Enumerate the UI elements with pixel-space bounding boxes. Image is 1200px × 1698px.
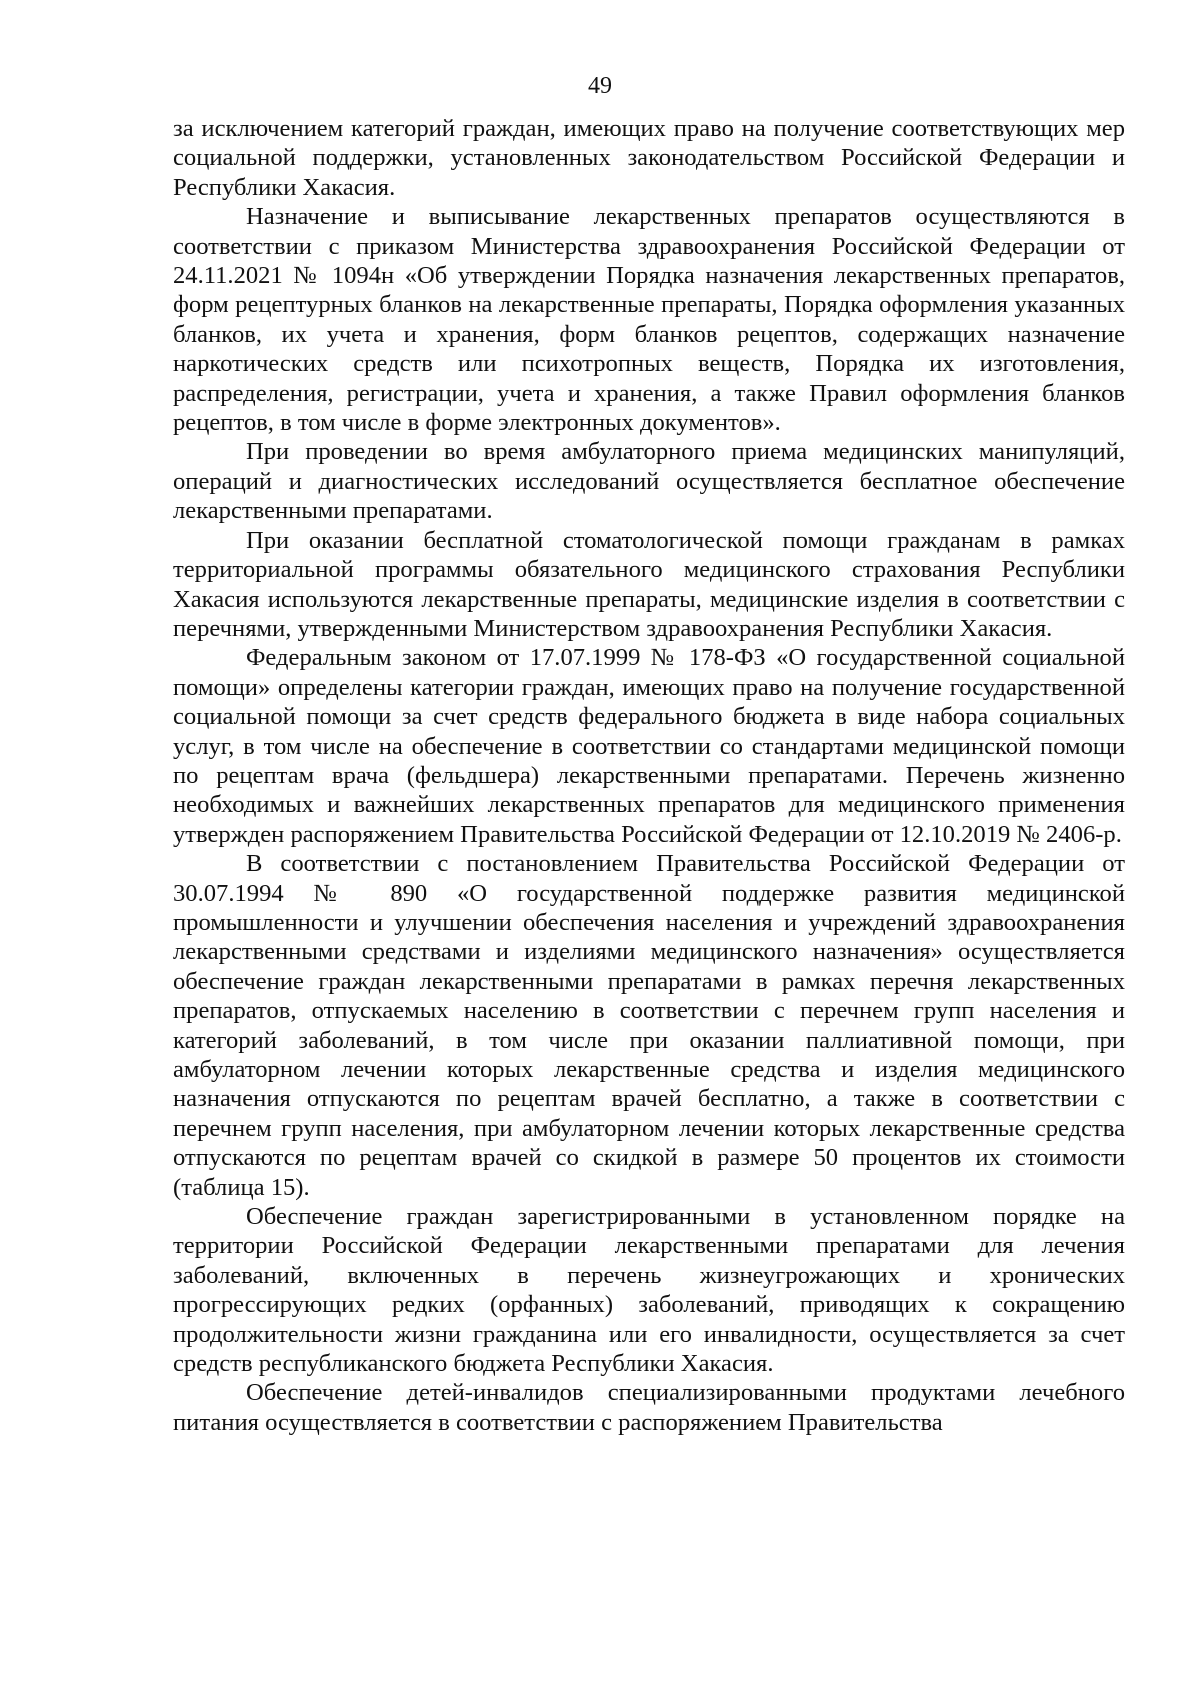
paragraph-outpatient-procedures: При проведении во время амбулаторного приема медицинских манипуляций, операций и диагностических исследований осуществляется бесплатное обеспечение лекарственными препаратами. bbox=[173, 438, 1125, 525]
paragraph-federal-law: Федеральным законом от 17.07.1999 № 178-ФЗ «О государственной социальной помощи» определены категории граждан, имеющих право на получение государственной социальной помощи за счет средств федерального бюджета в виде набора социальных услуг, в том числе на обеспечение в соответствии со стандартами медицинской помощи по рецептам врача (фельдшера) лекарственными препаратами. Перечень жизненно необходимых и важнейших лекарственных препаратов для медицинского применения утвержден распоряжением Правительства Российской Федерации от 12.10.2019 № 2406-р. bbox=[173, 644, 1125, 848]
paragraph-orphan-diseases: Обеспечение граждан зарегистрированными в установленном порядке на территории Российской Федерации лекарственными препаратами для лечения заболеваний, включенных в перечень жизнеугрожающих и хронических прогрессирующих редких (орфанных) заболеваний, приводящих к сокращению продолжительности жизни гражданина или его инвалидности, осуществляется за счет средств республиканского бюджета Республики Хакасия. bbox=[173, 1203, 1125, 1378]
paragraph-children-nutrition: Обеспечение детей-инвалидов специализированными продуктами лечебного питания осуществляется в соответствии с распоряжением Правительства bbox=[173, 1379, 1125, 1436]
paragraph-government-resolution: В соответствии с постановлением Правительства Российской Федерации от 30.07.1994 № 890 «О государственной поддержке развития медицинской промышленности и улучшении обеспечения населения и учреждений здравоохранения лекарственными средствами и изделиями медицинского назначения» осуществляется обеспечение граждан лекарственными препаратами в рамках перечня лекарственных препаратов, отпускаемых населению в соответствии с перечнем групп населения и категорий заболеваний, в том числе при оказании паллиативной помощи, при амбулаторном лечении которых лекарственные средства и изделия медицинского назначения отпускаются по рецептам врачей бесплатно, а также в соответствии с перечнем групп населения, при амбулаторном лечении которых лекарственные средства отпускаются по рецептам врачей со скидкой в размере 50 процентов их стоимости (таблица 15). bbox=[173, 850, 1125, 1201]
paragraph-continuation: за исключением категорий граждан, имеющих право на получение соответствующих мер социальной поддержки, установленных законодательством Российской Федерации и Республики Хакасия. bbox=[173, 115, 1125, 201]
body-text bbox=[173, 114, 1125, 1437]
page-number: 49 bbox=[588, 73, 612, 99]
paragraph-prescription-order: Назначение и выписывание лекарственных препаратов осуществляются в соответствии с приказом Министерства здравоохранения Российской Федерации от 24.11.2021 № 1094н «Об утверждении Порядка назначения лекарственных препаратов, форм рецептурных бланков на лекарственные препараты, Порядка оформления указанных бланков, их учета и хранения, форм бланков рецептов, содержащих назначение наркотических средств или психотропных веществ, Порядка их изготовления, распределения, регистрации, учета и хранения, а также Правил оформления бланков рецептов, в том числе в форме электронных документов». bbox=[173, 203, 1125, 437]
paragraph-dental-care: При оказании бесплатной стоматологической помощи гражданам в рамках территориальной программы обязательного медицинского страхования Республики Хакасия используются лекарственные препараты, медицинские изделия в соответствии с перечнями, утвержденными Министерством здравоохранения Республики Хакасия. bbox=[173, 526, 1125, 642]
